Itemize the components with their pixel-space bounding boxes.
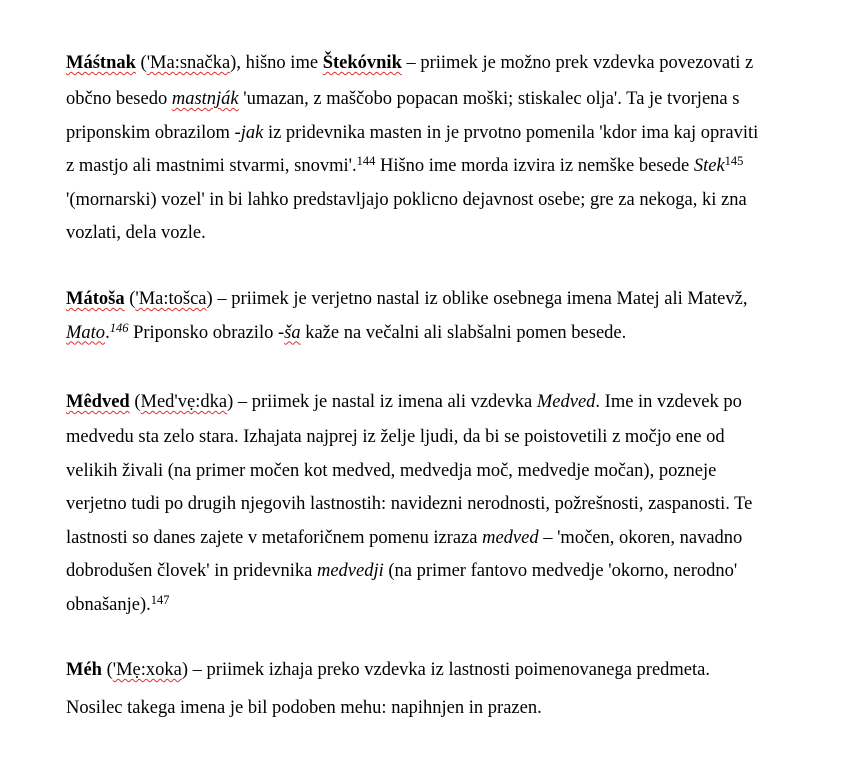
punctuation: ): [227, 392, 234, 412]
cited-word: Medved: [536, 392, 596, 412]
headword: Mátoša: [66, 289, 125, 309]
suffix: -jak: [234, 122, 264, 143]
text-line: [66, 555, 826, 589]
headword: Mêdved: [66, 392, 130, 412]
entry-text: z mastjo ali mastnimi stvarmi, snovmi'.: [66, 156, 357, 177]
entry-text: občno besedo: [66, 89, 172, 109]
entry-text: – priimek izhaja preko vzdevka iz lastnosti poimenovanega predmeta.: [188, 660, 710, 680]
entry-text: lastnosti so danes zajete v metaforičnem pomenu izraza: [66, 527, 483, 548]
house-name-label: hišno ime: [245, 53, 319, 73]
punctuation: ): [206, 289, 213, 309]
cited-word: Stek: [693, 156, 725, 177]
entry-text: dobrodušen človek' in pridevnika: [66, 561, 317, 582]
text-line: [66, 317, 826, 351]
headword: Máśtnak: [66, 53, 136, 73]
entry-text: Hišno ime morda izvira iz nemške besede: [375, 156, 694, 177]
entry-text: Priponsko obrazilo -: [128, 322, 285, 343]
punctuation: ): [181, 660, 189, 680]
entry-text: priponskim obrazilom: [66, 122, 235, 143]
footnote-ref-146[interactable]: 146: [109, 320, 129, 335]
text-line: [66, 522, 826, 556]
entry-text: (na primer fantovo medvedje 'okorno, nerodno': [383, 561, 738, 582]
entry-text: – priimek je možno prek vzdevka povezovati z: [401, 53, 754, 73]
pronunciation: Med'vẹ:dka: [140, 392, 228, 412]
text-line: [66, 83, 826, 117]
entry-text: – priimek je verjetno nastal iz oblike osebnega imena Matej ali Matevž,: [212, 289, 748, 309]
text-line: medvedu sta zelo stara. Izhajata najprej iz želje ljudi, da bi se poistovetili z močjo ene od: [66, 427, 725, 447]
dictionary-entry: [66, 283, 826, 350]
cited-word: Mato: [66, 322, 106, 343]
text-line: verjetno tudi po drugih njegovih lastnostih: navidezni nerodnosti, požrešnosti, zaspanosti. Te: [66, 494, 753, 515]
text-line: [66, 589, 826, 623]
text-line: velikih živali (na primer močen kot medved, medvedja moč, medvedje močan), pozneje: [66, 460, 717, 481]
entry-text: iz pridevnika masten in je prvotno pomenila 'kdor ima kaj opraviti: [263, 122, 759, 143]
pronunciation: 'Ma:tošca: [135, 289, 207, 309]
footnote-ref-145[interactable]: 145: [724, 154, 744, 169]
entry-text: kaže na večalni ali slabšalni pomen besede.: [300, 322, 627, 343]
text-line: Nosilec takega imena je bil podoben mehu: napihnjen in prazen.: [66, 698, 542, 718]
dictionary-entry: [66, 386, 826, 623]
suffix: ša: [284, 322, 301, 343]
dictionary-entry: [66, 47, 826, 251]
text-line: [66, 150, 826, 184]
text-line: '(mornarski) vozel' in bi lahko predstavljajo poklicno dejavnost osebe; gre za nekoga, ki zna: [66, 189, 747, 210]
footnote-ref-144[interactable]: 144: [356, 154, 376, 169]
headword: Méh: [66, 660, 102, 680]
punctuation: (: [129, 392, 141, 412]
entry-text: 'umazan, z maščobo popacan moški; stiskalec olja'. Ta je tvorjena s: [238, 89, 740, 109]
text-line: vozlati, dela vozle.: [66, 223, 206, 244]
footnote-ref-147[interactable]: 147: [150, 592, 170, 607]
cited-word: mastnják: [171, 89, 239, 109]
text-line: [66, 47, 826, 83]
entry-text: – priimek je nastal iz imena ali vzdevka: [233, 392, 537, 412]
dictionary-entry: [66, 654, 826, 726]
punctuation: (: [101, 660, 113, 680]
cited-word: medved: [482, 527, 539, 548]
text-line: [66, 654, 826, 692]
punctuation: (: [135, 53, 147, 73]
entry-text: – 'močen, okoren, navadno: [538, 527, 743, 548]
entry-text: obnašanje).: [66, 594, 151, 615]
punctuation: .: [105, 322, 110, 343]
house-name: Štekóvnik: [322, 53, 402, 73]
text-line: [66, 283, 826, 317]
pronunciation: 'Mẹ:xoka: [112, 660, 182, 680]
entry-text: . Ime in vzdevek po: [595, 392, 742, 412]
punctuation: ),: [230, 53, 246, 73]
text-line: [66, 117, 826, 151]
cited-word: medvedji: [316, 561, 384, 582]
pronunciation: 'Ma:snačka: [146, 53, 231, 73]
text-line: [66, 386, 826, 421]
punctuation: (: [124, 289, 136, 309]
